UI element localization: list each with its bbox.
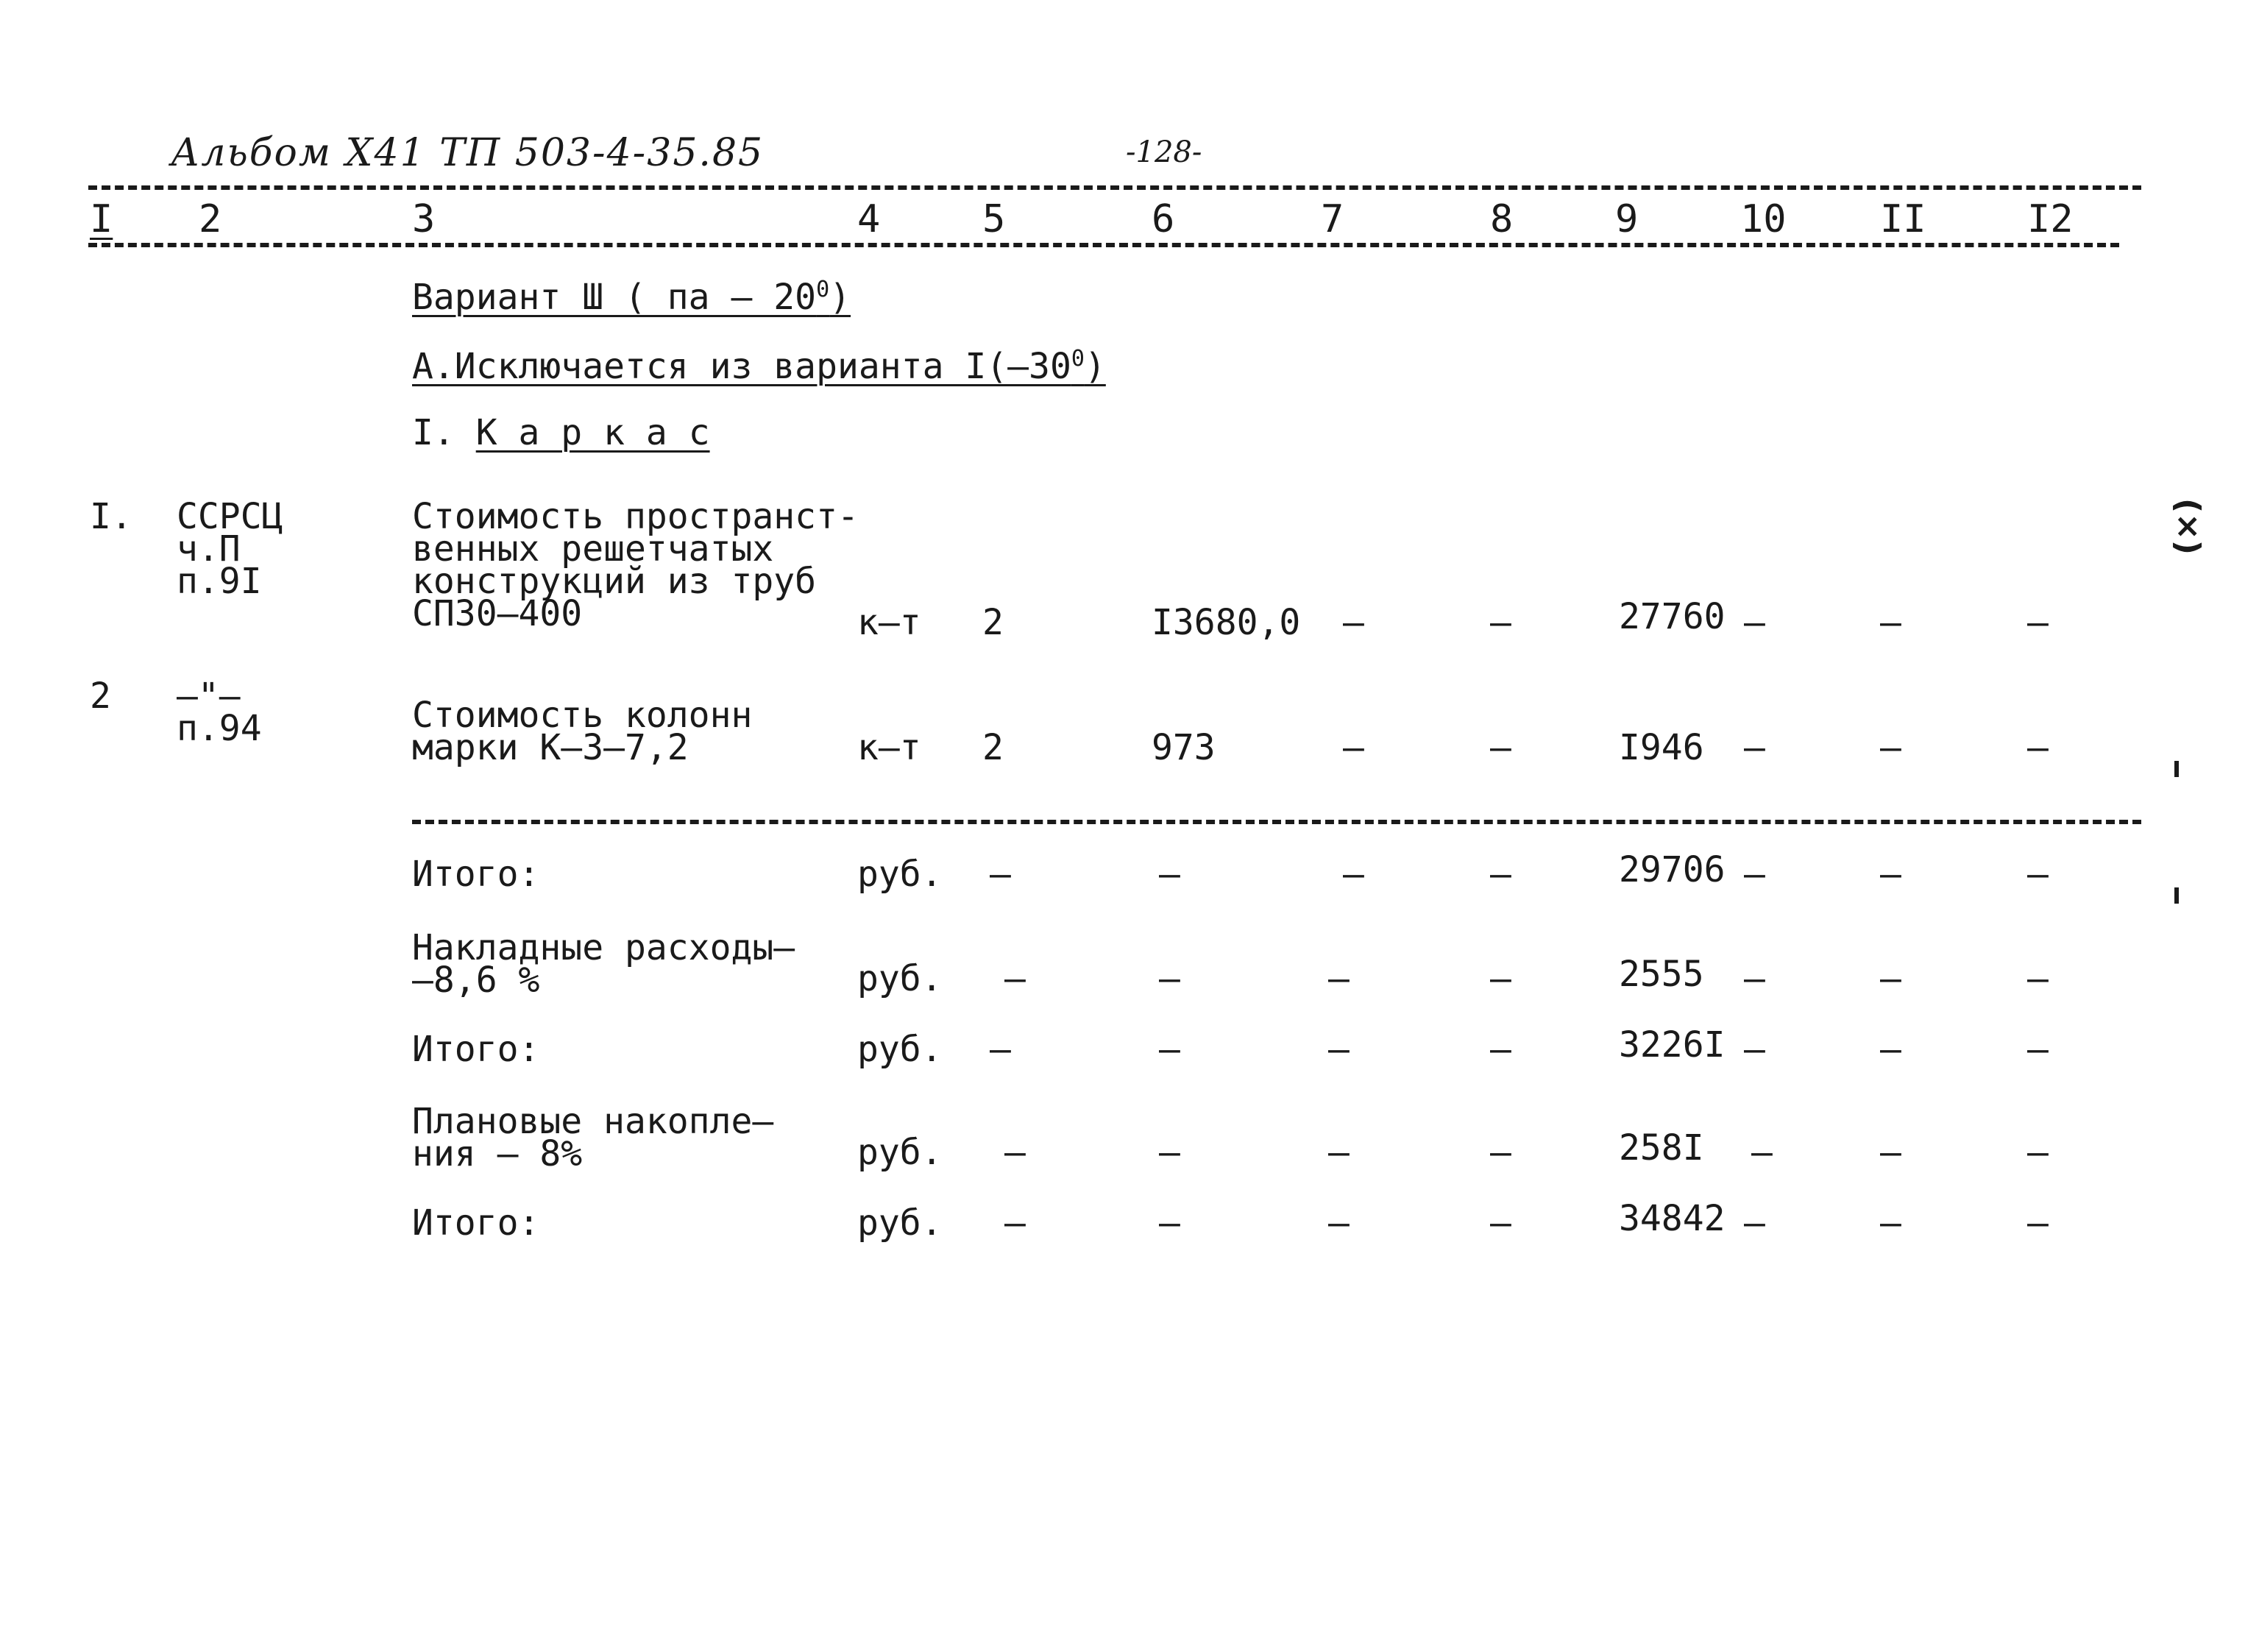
subsection-number: I. — [412, 412, 455, 453]
summary-col5: – — [1004, 1202, 1026, 1244]
summary-label: Итого: — [412, 854, 540, 895]
row-number: 2 — [90, 676, 111, 717]
column-number: 2 — [199, 197, 222, 241]
row-reference: –"– п.94 — [177, 676, 262, 749]
summary-col11: – — [1880, 1132, 1901, 1173]
column-number: II — [1880, 197, 1926, 241]
row-col10: – — [1744, 602, 1765, 643]
summary-col8: – — [1490, 854, 1511, 895]
summary-col11: – — [1880, 1029, 1901, 1070]
row-col7: – — [1343, 727, 1364, 768]
summary-unit: руб. — [857, 1132, 943, 1173]
margin-tick — [2174, 761, 2179, 777]
column-number: I — [90, 197, 113, 241]
summary-label: Накладные расходы– –8,6 % — [412, 927, 795, 1001]
row-reference: ССРСЦ ч.П п.9I — [177, 496, 283, 602]
column-number: 4 — [857, 197, 881, 241]
summary-total: 2555 — [1619, 954, 1704, 995]
page-number: -128- — [1126, 135, 1202, 169]
summary-col5: – — [1004, 1132, 1026, 1173]
header-divider-bottom — [88, 243, 2119, 247]
row-col12: – — [2027, 727, 2049, 768]
summary-col5: – — [990, 854, 1011, 895]
summary-col8: – — [1490, 1029, 1511, 1070]
summary-col7: – — [1343, 854, 1364, 895]
row-unit: к–т — [857, 602, 921, 643]
margin-tick — [2174, 887, 2179, 904]
column-number: 10 — [1740, 197, 1787, 241]
summary-col11: – — [1880, 1202, 1901, 1244]
summary-col7: – — [1328, 1132, 1350, 1173]
row-total: I946 — [1619, 727, 1704, 768]
summary-label: Плановые накопле– ния – 8% — [412, 1101, 774, 1174]
row-col7: – — [1343, 602, 1364, 643]
summary-col7: – — [1328, 1029, 1350, 1070]
row-unit: к–т — [857, 727, 921, 768]
summary-col12: – — [2027, 958, 2049, 999]
summary-col10: – — [1744, 1202, 1765, 1244]
summary-col12: – — [2027, 854, 2049, 895]
summary-col7: – — [1328, 958, 1350, 999]
subsection-name: К а р к а с — [475, 412, 710, 453]
column-number: 6 — [1152, 197, 1175, 241]
album-reference: Альбом X41 ТП 503-4-35.85 — [171, 131, 765, 175]
summary-col10: – — [1744, 854, 1765, 895]
header-divider-top — [88, 185, 2141, 190]
summary-col11: – — [1880, 958, 1901, 999]
row-name: Стоимость колонн марки К–3–7,2 — [412, 695, 753, 768]
summary-col8: – — [1490, 958, 1511, 999]
summary-label: Итого: — [412, 1202, 540, 1244]
summary-total: 3226I — [1619, 1024, 1726, 1066]
column-number: I2 — [2027, 197, 2074, 241]
column-number: 5 — [982, 197, 1006, 241]
column-number: 9 — [1615, 197, 1639, 241]
summary-col8: – — [1490, 1132, 1511, 1173]
summary-divider — [412, 820, 2141, 824]
summary-col12: – — [2027, 1132, 2049, 1173]
row-col8: – — [1490, 727, 1511, 768]
summary-total: 258I — [1619, 1127, 1704, 1169]
summary-col6: – — [1159, 854, 1180, 895]
summary-col10: – — [1744, 1029, 1765, 1070]
summary-unit: руб. — [857, 958, 943, 999]
row-quantity: 2 — [982, 602, 1004, 643]
summary-total: 34842 — [1619, 1198, 1726, 1239]
row-quantity: 2 — [982, 727, 1004, 768]
summary-col12: – — [2027, 1029, 2049, 1070]
row-col8: – — [1490, 602, 1511, 643]
row-col11: – — [1880, 602, 1901, 643]
summary-total: 29706 — [1619, 849, 1726, 890]
row-col12: – — [2027, 602, 2049, 643]
summary-unit: руб. — [857, 854, 943, 895]
summary-col6: – — [1159, 958, 1180, 999]
row-col10: – — [1744, 727, 1765, 768]
summary-unit: руб. — [857, 1029, 943, 1070]
row-price: I3680,0 — [1152, 602, 1301, 643]
column-number: 3 — [412, 197, 436, 241]
row-total: 27760 — [1619, 596, 1726, 637]
column-number: 8 — [1490, 197, 1514, 241]
summary-col5: – — [1004, 958, 1026, 999]
row-name: Стоимость пространст- венных решетчатых конструкций из труб СП30–400 — [412, 496, 859, 634]
summary-col5: – — [990, 1029, 1011, 1070]
summary-col8: – — [1490, 1202, 1511, 1244]
summary-col10: – — [1744, 958, 1765, 999]
summary-col10: – — [1751, 1132, 1773, 1173]
summary-col6: – — [1159, 1029, 1180, 1070]
summary-col12: – — [2027, 1202, 2049, 1244]
summary-col7: – — [1328, 1202, 1350, 1244]
summary-label: Итого: — [412, 1029, 540, 1070]
row-price: 973 — [1152, 727, 1216, 768]
variant-title: Вариант Ш ( па – $20^0$) — [412, 277, 851, 318]
row-number: I. — [90, 496, 132, 537]
column-number: 7 — [1321, 197, 1344, 241]
summary-unit: руб. — [857, 1202, 943, 1244]
excluded-title: А.Исключается из варианта $I(-30^0)$ — [412, 346, 1106, 387]
summary-col6: – — [1159, 1202, 1180, 1244]
summary-col11: – — [1880, 854, 1901, 895]
row-col11: – — [1880, 727, 1901, 768]
summary-col6: – — [1159, 1132, 1180, 1173]
subsection-title — [412, 412, 710, 453]
margin-mark: (×) — [2169, 497, 2207, 556]
